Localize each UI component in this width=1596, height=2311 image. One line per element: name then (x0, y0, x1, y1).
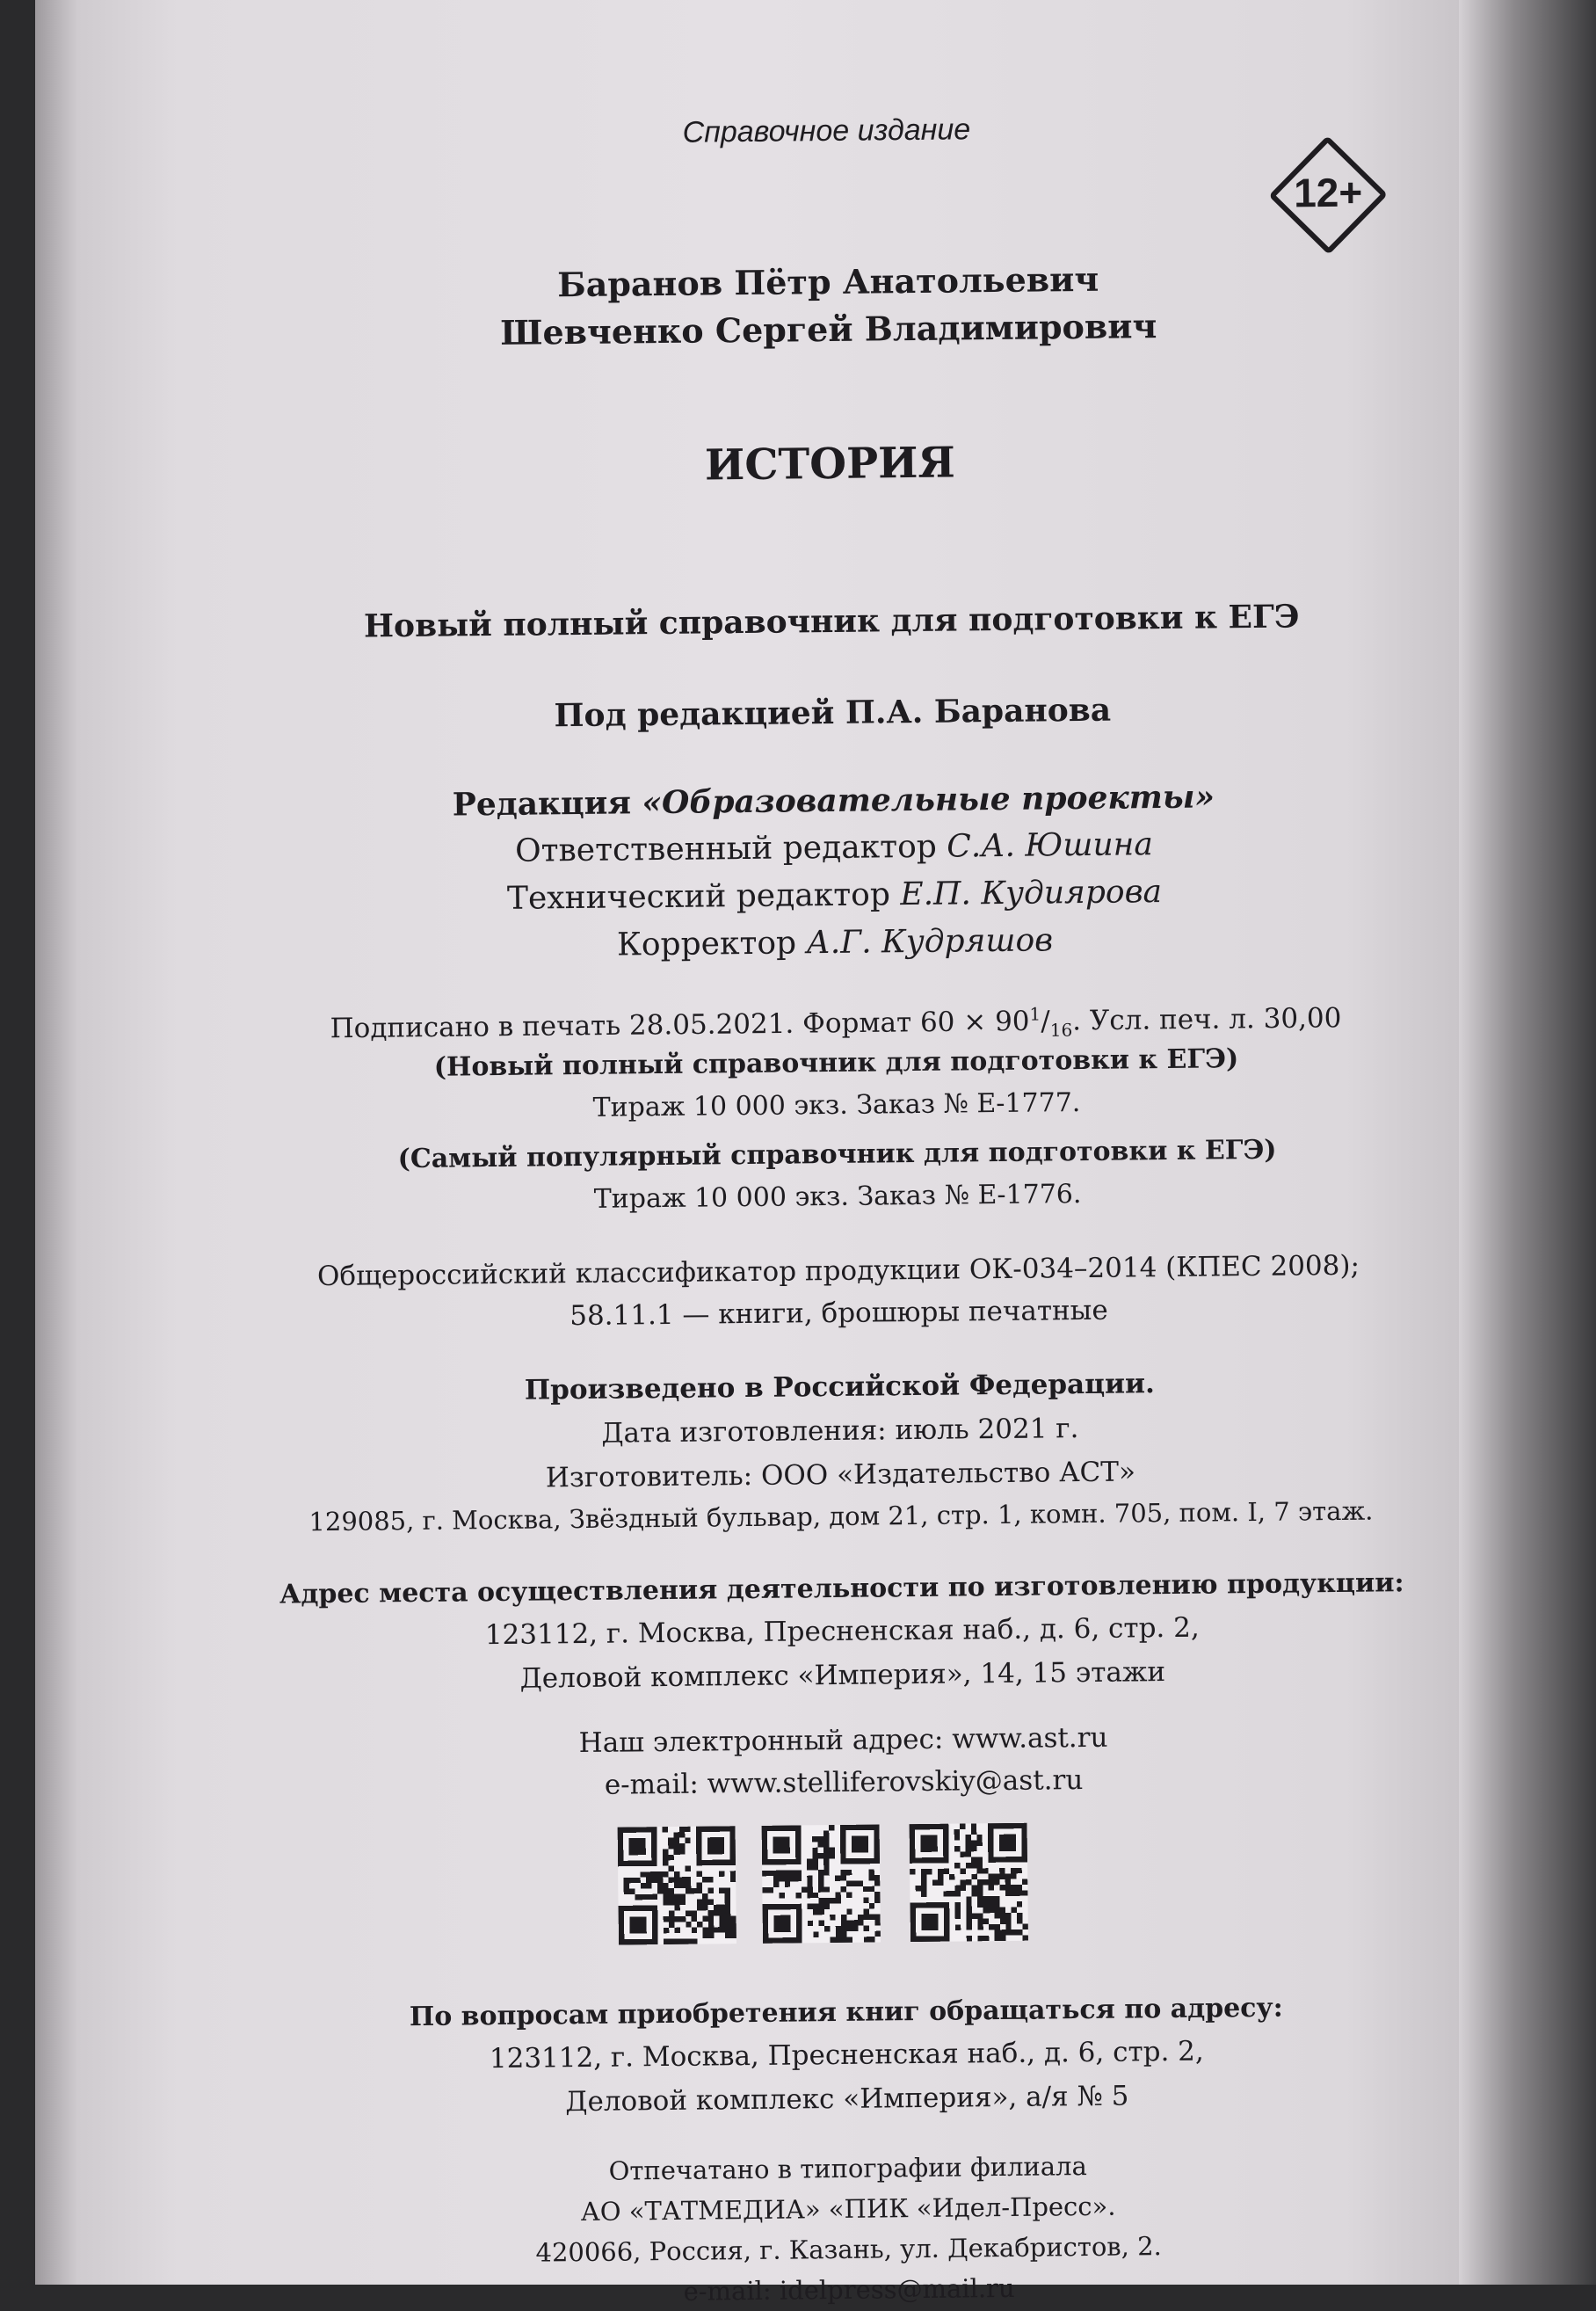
purchase-line-1: 123112, г. Москва, Пресненская наб., д. 6, стр. 2, (489, 2035, 1204, 2075)
edition2-name: (Самый популярный справочник для подготовки к ЕГЭ) (397, 1134, 1277, 1175)
print-signed-suffix: . Усл. печ. л. 30,00 (1071, 1002, 1342, 1037)
edition2-run: Тираж 10 000 экз. Заказ № Е-1776. (593, 1179, 1082, 1215)
printing-line-4: e-mail: idelpress@mail.ru (683, 2272, 1015, 2307)
print-signed-prefix: Подписано в печать 28.05.2021. Формат 60 × 90 (330, 1005, 1030, 1045)
printing-line-1: Отпечатано в типографии филиала (608, 2151, 1087, 2186)
made-in-country: Произведено в Российской Федерации. (524, 1368, 1156, 1406)
manufacture-date: Дата изготовления: июль 2021 г. (601, 1413, 1079, 1450)
book-title: ИСТОРИЯ (704, 438, 956, 491)
responsible-editor (263, 824, 1405, 872)
printing-line-3: 420066, Россия, г. Казань, ул. Декабристов, 2. (535, 2231, 1162, 2268)
author-1: Баранов Пётр Анатольевич (557, 258, 1099, 305)
email-line: e-mail: www.stelliferovskiy@ast.ru (604, 1764, 1084, 1801)
manufacturer: Изготовитель: ООО «Издательство АСТ» (545, 1456, 1136, 1494)
proofreader (264, 919, 1406, 967)
format-sub: 16 (1049, 1019, 1073, 1041)
proofreader-role: Корректор (616, 925, 807, 963)
print-signed-line: Подписано в печать 28.05.2021. Формат $60 \times 90^1/_{16}$. Усл. печ. л. 30,00 (330, 1002, 1342, 1045)
technical-editor-name: Е.П. Кудиярова (900, 874, 1163, 913)
author-2: Шевченко Сергей Владимирович (500, 306, 1157, 352)
activity-address-heading: Адрес места осуществления деятельности по изготовлению продукции: (279, 1567, 1404, 1610)
printing-line-2: АО «ТАТМЕДИА» «ПИК «Идел-Пресс». (580, 2191, 1116, 2227)
edition1-run: Тираж 10 000 экз. Заказ № Е-1777. (592, 1087, 1081, 1123)
age-rating: 12+ (1293, 169, 1363, 216)
responsible-editor-name: С.А. Юшина (947, 826, 1154, 865)
book-edge (1459, 0, 1596, 2285)
technical-editor-role: Технический редактор (506, 876, 901, 917)
editorial-office (262, 776, 1404, 825)
website-line: Наш электронный адрес: www.ast.ru (578, 1721, 1108, 1760)
format-sup: 1 (1029, 1003, 1041, 1025)
qr-code-icon (910, 1823, 1028, 1942)
purchase-heading: По вопросам приобретения книг обращаться по адресу: (409, 1992, 1283, 2033)
imprint-page (255, 91, 1419, 2307)
editorial-office-prefix: Редакция (452, 784, 642, 824)
activity-address-line-1: 123112, г. Москва, Пресненская наб., д. 6, стр. 2, (484, 1611, 1200, 1652)
purchase-line-2: Деловой комплекс «Империя», а/я № 5 (565, 2080, 1129, 2118)
manufacturer-address: 129085, г. Москва, Звёздный бульвар, дом 21, стр. 1, комн. 705, пом. I, 7 этаж. (308, 1495, 1374, 1537)
classifier-line-2: 58.11.1 — книги, брошюры печатные (569, 1294, 1108, 1333)
activity-address-line-2: Деловой комплекс «Империя», 14, 15 этажи (519, 1656, 1166, 1695)
qr-code-icon (762, 1824, 881, 1943)
edition1-name: (Новый полный справочник для подготовки к ЕГЭ) (433, 1043, 1239, 1083)
book-subtitle: Новый полный справочник для подготовки к ЕГЭ (363, 598, 1300, 645)
qr-code-icon (618, 1826, 736, 1944)
qr-code-row (273, 1819, 1417, 1963)
technical-editor (263, 871, 1405, 919)
edition-type: Справочное издание (682, 113, 971, 149)
proofreader-name: А.Г. Кудряшов (806, 922, 1054, 962)
classifier-line-1: Общероссийский классификатор продукции ОК-034–2014 (КПЕС 2008); (316, 1249, 1360, 1293)
editorial-office-name: «Образовательные проекты» (642, 778, 1215, 822)
responsible-editor-role: Ответственный редактор (514, 828, 947, 869)
editor-line: Под редакцией П.А. Баранова (554, 691, 1112, 735)
